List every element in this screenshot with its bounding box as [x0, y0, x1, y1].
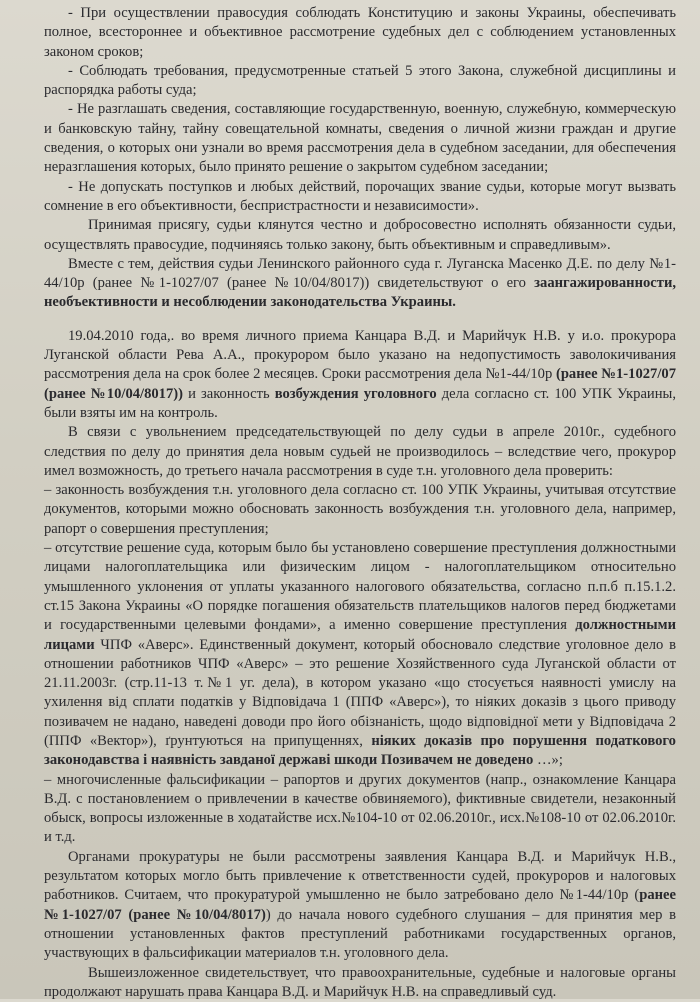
- bold-text: должностными лицами: [44, 617, 676, 653]
- text-run: дела согласно ст. 100 УПК Украины, были взяты им на контроль.: [44, 385, 676, 421]
- paragraph-prosecution: [44, 848, 676, 964]
- text-run: Вместе с тем, действия судьи Ленинского районного суда г. Луганска Масенко Д.Е. по делу №1-44/10р (ранее №1-1027/07 (ранее №10/04/8017)) свидетельствуют о его: [44, 255, 676, 292]
- bold-text: ранее №1-1027/07 (ранее №10/04/8017): [44, 887, 676, 923]
- text-run: 19.04.2010 года,. во время личного приема Канцара В.Д. и Марийчук Н.В. у и.о. прокурора Луганской области Рева А.А., прокурором было указано на недопустимость заволокичивания рассмотрения дела на срок более 2 месяцев. Сроки рассмотрения дела №1-44/10р: [44, 327, 676, 383]
- paragraph-reception: [44, 327, 676, 423]
- paragraph-conclusion: Вышеизложенное свидетельствует, что правоохранительные, судебные и налоговые органы продолжают нарушать права Канцара В.Д. и Марийчук Н.В. на справедливый суд.: [44, 964, 676, 1000]
- text-run: и законность: [183, 385, 275, 402]
- text-run: ЧПФ «Аверс». Единственный документ, который обосновало следствие уголовное дело в отношении работников ЧПФ «Аверс» – это решение Хозяйственного суда Луганской области от 21.11.2003г. (стр.11-13 т.№1 уг. дела), в котором указано «що стосується наявності умислу на ухилення від сплати податків у Відповідача 1 (ППФ «Аверс»), то ніяких доказів з цього приводу позивачем не надано, наведені доводи про його обізнаність, щодо відповідної мети у Відповідача 2 (ППФ «Вектор»), ґрунтуються на припущеннях,: [44, 636, 676, 749]
- paragraph-dismissal: В связи с увольнением председательствующей по делу судьи в апреле 2010г., судебного следствия по делу до принятия дела новым судьей не производилось – вследствие чего, прокурор имел возможность, до третьего начала рассмотрения в суде т.н. уголовного дела проверить:: [44, 424, 676, 479]
- text-run: ) до начала нового судебного слушания – для принятия мер в отношении установленных фактов преступлений работниками государственных органов, участвующих в фальсификации материалов т.н. уголовного дела.: [44, 906, 676, 962]
- paragraph-gap: [44, 313, 676, 327]
- bold-text: (ранее №1-1027/07 (ранее №10/04/8017)): [44, 366, 676, 402]
- dash-item: – многочисленные фальсификации – рапортов и других документов (напр., ознакомление Канцара В.Д. с постановлением о привлечении в качестве обвиняемого), фиктивные свидетели, незаконный обыск, вопросы изложенные в ходатайстве исх.№104-10 от 02.06.2010г., исх.№108-10 от 02.06.2010г. и т.д.: [44, 771, 676, 846]
- bold-text: заангажированности, необъективности и несоблюдении законодательства Украины.: [44, 275, 676, 311]
- oath-paragraph: Принимая присягу, судьи клянутся честно и добросовестно исполнять обязанности судьи, осуществлять правосудие, подчиняясь только закону, быть объективным и справедливым».: [44, 217, 676, 253]
- quote-item: - При осуществлении правосудия соблюдать Конституцию и законы Украины, обеспечивать полное, всестороннее и объективное рассмотрение судебных дел с соблюдением установленных законом сроков;: [44, 5, 676, 60]
- text-run: – отсутствие решение суда, которым было бы установлено совершение преступления должностными лицами налогоплательщика или физическим лицом - налогоплательщиком относительно умышленного уклонения от уплаты указанного налогового обязательства, согласно п.п.б п.15.1.2. ст.15 Закона Украины «О порядке погашения обязательств плательщиков налогов перед бюджетами и государственными целевыми фондами», а именно совершение преступления: [44, 540, 676, 634]
- quote-item: - Соблюдать требования, предусмотренные статьей 5 этого Закона, служебной дисциплины и распорядка работы суда;: [44, 62, 676, 99]
- quote-item: - Не допускать поступков и любых действий, порочащих звание судьи, которые могут вызвать сомнение в его объективности, беспристрастности и независимости».: [44, 178, 676, 214]
- text-run: …»;: [533, 752, 563, 769]
- dash-item: – законность возбуждения т.н. уголовного дела согласно ст. 100 УПК Украины, учитывая отсутствие документов, которыми можно обосновать законность возбуждения т.н. уголовного дела, например, рапорт о совершения преступления;: [44, 482, 676, 537]
- paragraph-judge-actions: [44, 255, 676, 313]
- bold-text: ніяких доказів про порушення податкового законодавства і наявність завданої державі шкоди Позивачем не доведено: [44, 732, 676, 769]
- text-run: Органами прокуратуры не были рассмотрены заявления Канцара В.Д. и Марийчук Н.В., результатом которых могло быть привлечение к ответственности судей, прокуроров и налоговых работников. Считаем, что прокуратурой умышленно не было затребовано дело №1-44/10р (: [44, 848, 676, 904]
- bold-text: возбуждения уголовного: [274, 385, 437, 402]
- dash-item: [44, 539, 676, 771]
- quote-item: - Не разглашать сведения, составляющие государственную, военную, служебную, коммерческую и банковскую тайну, тайну совещательной комнаты, сведения о личной жизни граждан и другие сведения, о которых они узнали во время рассмотрения дела в судебном заседании, для обеспечения неразглашения которых, было принято решение о закрытом судебном заседании;: [44, 101, 676, 176]
